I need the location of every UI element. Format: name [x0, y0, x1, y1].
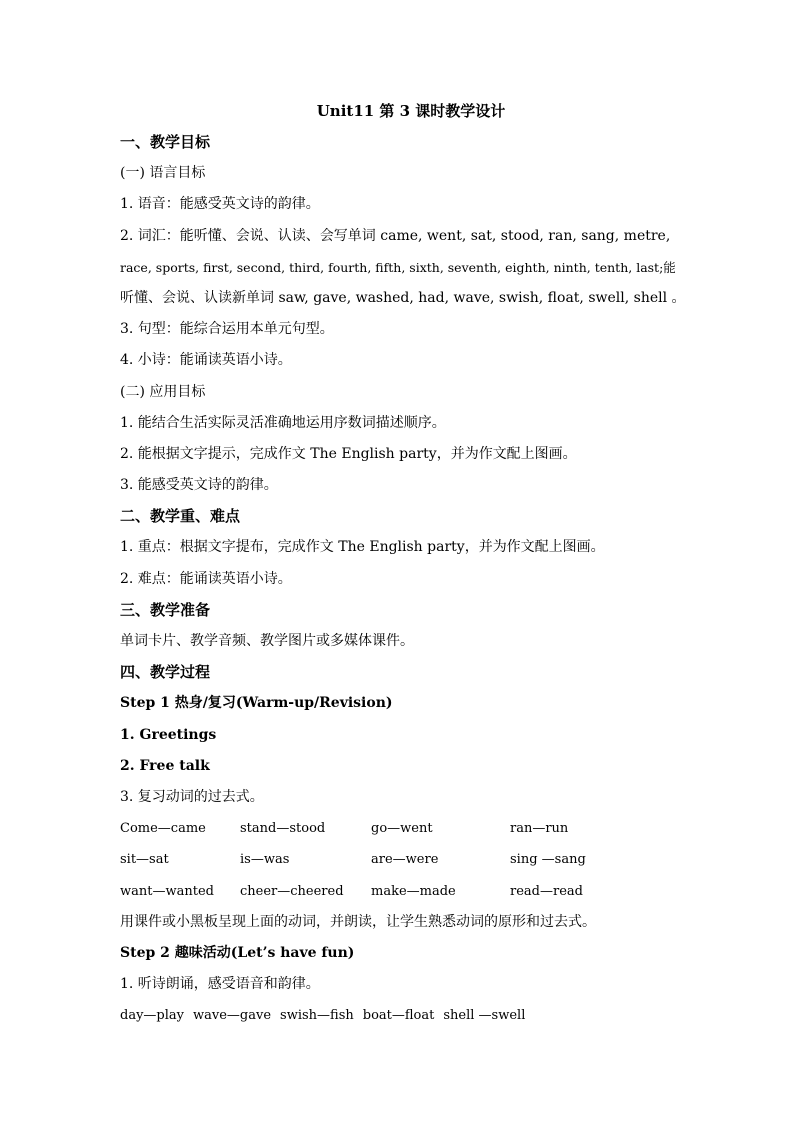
verb-pair: ran—run: [510, 821, 569, 837]
section-heading-goals: 一、教学目标: [120, 133, 211, 151]
verb-pair: sing —sang: [510, 852, 586, 868]
verb-pair: stand—stood: [240, 821, 326, 837]
paragraph: 1. 能结合生活实际灵活准确地运用序数词描述顺序。: [120, 414, 446, 431]
step-heading: Step 2 趣味活动(Let’s have fun): [120, 944, 355, 961]
verb-pair: want—wanted: [120, 883, 214, 899]
verb-pair: Come—came: [120, 821, 206, 837]
verb-row: [120, 813, 680, 844]
section-heading-process: 四、教学过程: [120, 663, 211, 682]
verb-pair: make—made: [371, 883, 456, 899]
rhyme-row: [120, 1000, 680, 1031]
paragraph: 2. 能根据文字提示，完成作文 The English party，并为作文配上图画。: [120, 445, 577, 462]
verb-pair: cheer—cheered: [240, 883, 344, 899]
paragraph: 1. 重点：根据文字提布，完成作文 The English party，并为作文配上图画。: [120, 539, 605, 556]
step-heading: Step 1 热身/复习(Warm-up/Revision): [120, 695, 393, 712]
step-item: 1. Greetings: [120, 726, 217, 743]
step-item: 1. 听诗朗诵，感受语音和韵律。: [120, 976, 320, 993]
verb-pair: is—was: [240, 852, 290, 868]
rhyme-pair: boat—float: [362, 1008, 435, 1024]
verb-pair: read—read: [510, 883, 583, 899]
paragraph: race, sports, first, second, third, fourth, fifth, sixth, seventh, eighth, ninth, tenth, last;能: [120, 259, 676, 275]
paragraph: 1. 语音：能感受英文诗的韵律。: [120, 196, 320, 213]
rhyme-pair: wave—gave: [193, 1008, 272, 1024]
verb-row: [120, 876, 680, 907]
rhyme-pair: day—play: [120, 1008, 184, 1024]
document-page: [120, 96, 686, 1031]
paragraph: 4. 小诗：能诵读英语小诗。: [120, 352, 292, 369]
paragraph: 单词卡片、教学音频、教学图片或多媒体课件。: [120, 633, 414, 649]
rhyme-pair: shell —swell: [443, 1008, 526, 1024]
page-title: Unit11 第 3 课时教学设计: [316, 102, 506, 120]
step-item: 2. Free talk: [120, 757, 210, 774]
paragraph: 3. 句型：能综合运用本单元句型。: [120, 321, 334, 338]
subheading-application-goals: (二) 应用目标: [120, 383, 206, 400]
subheading-language-goals: (一) 语言目标: [120, 165, 206, 182]
section-heading-key-points: 二、教学重、难点: [120, 507, 241, 526]
verb-row: [120, 844, 680, 875]
paragraph: 3. 能感受英文诗的韵律。: [120, 477, 278, 494]
rhyme-pair: swish—fish: [280, 1008, 354, 1024]
paragraph: 2. 词汇：能听懂、会说、认读、会写单词 came, went, sat, stood, ran, sang, metre,: [120, 227, 671, 244]
step-item: 3. 复习动词的过去式。: [120, 788, 264, 805]
section-heading-preparation: 三、教学准备: [120, 600, 211, 619]
verb-pair: are—were: [371, 852, 439, 868]
paragraph: 2. 难点：能诵读英语小诗。: [120, 570, 292, 587]
verb-pair: go—went: [371, 821, 433, 837]
paragraph: 听懂、会说、认读新单词 saw, gave, washed, had, wave, swish, float, swell, shell 。: [120, 289, 686, 306]
paragraph: 用课件或小黑板呈现上面的动词，并朗读，让学生熟悉动词的原形和过去式。: [120, 913, 596, 930]
verb-pair: sit—sat: [120, 852, 169, 868]
